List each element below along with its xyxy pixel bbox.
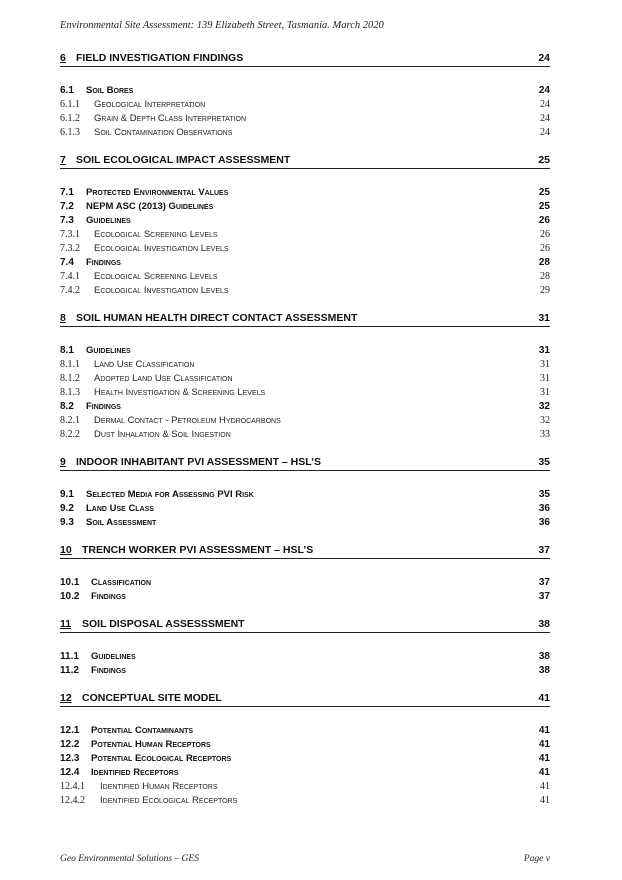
- toc-entry-number: 7.4.1: [60, 271, 80, 282]
- toc-entry-title: Guidelines: [91, 651, 136, 662]
- toc-entry-title: Findings: [86, 401, 121, 412]
- toc-entry[interactable]: [60, 242, 550, 256]
- toc-entry-title: SOIL DISPOSAL ASSESSSMENT: [82, 618, 245, 630]
- toc-entry[interactable]: [60, 84, 550, 98]
- toc-entry-page: 37: [538, 591, 550, 602]
- running-footer: [60, 854, 550, 864]
- toc-entry[interactable]: [60, 428, 550, 442]
- toc-section-heading[interactable]: [60, 690, 550, 707]
- toc-entry-title: TRENCH WORKER PVI ASSESSMENT – HSL’S: [82, 544, 314, 556]
- toc-entry[interactable]: [60, 270, 550, 284]
- toc-entry-number: 9: [60, 456, 66, 468]
- toc-entry-number: 7.2: [60, 201, 74, 212]
- toc-entry-page: 25: [538, 187, 550, 198]
- toc-entry-number: 7.3.1: [60, 229, 80, 240]
- toc-entry-page: 41: [538, 767, 550, 778]
- toc-entry[interactable]: [60, 502, 550, 516]
- toc-entry-title: Health Investigation & Screening Levels: [94, 387, 266, 398]
- toc-entry-number: 8.2: [60, 401, 74, 412]
- toc-entry-title: Land Use Class: [86, 503, 154, 514]
- toc-entry[interactable]: [60, 650, 550, 664]
- toc-entry-page: 35: [538, 489, 550, 500]
- toc-entry[interactable]: [60, 98, 550, 112]
- toc-entry-page: 41: [538, 739, 550, 750]
- toc-entry-page: 41: [538, 692, 550, 704]
- toc-entry[interactable]: [60, 780, 550, 794]
- toc-entry-title: Soil Bores: [86, 85, 134, 96]
- toc-entry[interactable]: [60, 400, 550, 414]
- toc-entry-number: 12.2: [60, 739, 80, 750]
- table-of-contents: [60, 50, 550, 808]
- toc-entry-number: 7.4: [60, 257, 74, 268]
- toc-entry-page: 41: [538, 753, 550, 764]
- toc-entry[interactable]: [60, 488, 550, 502]
- toc-entry-number: 7.1: [60, 187, 74, 198]
- toc-entry-title: Ecological Screening Levels: [94, 229, 218, 240]
- toc-entry[interactable]: [60, 358, 550, 372]
- toc-entry-number: 6: [60, 52, 66, 64]
- toc-entry[interactable]: [60, 414, 550, 428]
- toc-entry-title: Dermal Contact - Petroleum Hydrocarbons: [94, 415, 281, 426]
- toc-entry[interactable]: [60, 664, 550, 678]
- toc-entry[interactable]: [60, 386, 550, 400]
- toc-entry-page: 24: [538, 52, 550, 64]
- toc-entry[interactable]: [60, 284, 550, 298]
- toc-entry-number: 9.2: [60, 503, 74, 514]
- toc-entry-page: 37: [538, 544, 550, 556]
- toc-entry-number: 10.1: [60, 577, 80, 588]
- toc-entry-title: Guidelines: [86, 215, 131, 226]
- toc-section-heading[interactable]: [60, 50, 550, 67]
- toc-entry-number: 6.1.3: [60, 127, 80, 138]
- toc-entry-title: Geological Interpretation: [94, 99, 206, 110]
- toc-section-heading[interactable]: [60, 542, 550, 559]
- toc-entry-number: 12: [60, 692, 72, 704]
- toc-entry-number: 12.1: [60, 725, 80, 736]
- running-header: Environmental Site Assessment: 139 Elizabeth Street, Tasmania. March 2020: [60, 20, 384, 31]
- toc-entry-page: 33: [540, 429, 550, 440]
- toc-entry-title: Findings: [91, 665, 126, 676]
- toc-entry[interactable]: [60, 256, 550, 270]
- toc-entry[interactable]: [60, 766, 550, 780]
- toc-entry-page: 28: [538, 257, 550, 268]
- toc-entry[interactable]: [60, 214, 550, 228]
- toc-entry-number: 10.2: [60, 591, 80, 602]
- toc-entry-title: INDOOR INHABITANT PVI ASSESSMENT – HSL’S: [76, 456, 322, 468]
- toc-entry-title: SOIL HUMAN HEALTH DIRECT CONTACT ASSESSMENT: [76, 312, 358, 324]
- toc-entry-page: 24: [538, 85, 550, 96]
- toc-entry-title: Potential Contaminants: [91, 725, 194, 736]
- toc-entry-number: 6.1: [60, 85, 74, 96]
- footer-company: Geo Environmental Solutions – GES: [60, 854, 199, 864]
- toc-section-heading[interactable]: [60, 152, 550, 169]
- toc-section-heading[interactable]: [60, 454, 550, 471]
- toc-entry[interactable]: [60, 344, 550, 358]
- toc-entry-page: 29: [540, 285, 550, 296]
- toc-entry-page: 31: [540, 387, 550, 398]
- toc-entry-page: 24: [540, 99, 550, 110]
- toc-entry-number: 11.1: [60, 651, 79, 662]
- toc-entry-number: 12.3: [60, 753, 80, 764]
- toc-entry-page: 26: [540, 229, 550, 240]
- toc-entry-title: Findings: [91, 591, 126, 602]
- toc-entry-title: FIELD INVESTIGATION FINDINGS: [76, 52, 244, 64]
- toc-entry-title: NEPM ASC (2013) Guidelines: [86, 201, 214, 212]
- toc-entry-page: 32: [540, 415, 550, 426]
- toc-entry-page: 41: [540, 795, 550, 806]
- toc-entry-title: Classification: [91, 577, 152, 588]
- toc-entry-title: Identified Human Receptors: [100, 781, 218, 792]
- toc-entry-title: Guidelines: [86, 345, 131, 356]
- toc-entry[interactable]: [60, 126, 550, 140]
- toc-entry-page: 25: [538, 154, 550, 166]
- toc-entry-title: Dust Inhalation & Soil Ingestion: [94, 429, 231, 440]
- toc-entry-page: 31: [538, 312, 550, 324]
- toc-entry-page: 26: [540, 243, 550, 254]
- toc-entry-title: Selected Media for Assessing PVI Risk: [86, 489, 254, 500]
- toc-entry-number: 11: [60, 618, 72, 630]
- toc-entry-page: 24: [540, 113, 550, 124]
- toc-entry[interactable]: [60, 576, 550, 590]
- toc-entry[interactable]: [60, 752, 550, 766]
- toc-section-heading[interactable]: [60, 616, 550, 633]
- toc-entry-number: 8.1.3: [60, 387, 80, 398]
- toc-entry[interactable]: [60, 724, 550, 738]
- toc-entry-page: 38: [538, 651, 550, 662]
- toc-entry-number: 12.4: [60, 767, 80, 778]
- toc-entry-title: Soil Assessment: [86, 517, 157, 528]
- toc-entry-number: 8.1: [60, 345, 74, 356]
- toc-entry-number: 6.1.1: [60, 99, 80, 110]
- toc-entry-number: 10: [60, 544, 72, 556]
- toc-entry[interactable]: [60, 590, 550, 604]
- toc-entry-number: 7.4.2: [60, 285, 80, 296]
- toc-entry-title: Adopted Land Use Classification: [94, 373, 233, 384]
- toc-entry-title: Ecological Screening Levels: [94, 271, 218, 282]
- toc-entry-page: 35: [538, 456, 550, 468]
- toc-entry-title: Land Use Classification: [94, 359, 195, 370]
- toc-entry[interactable]: [60, 738, 550, 752]
- toc-entry[interactable]: [60, 200, 550, 214]
- toc-entry-title: Potential Human Receptors: [91, 739, 211, 750]
- toc-entry-title: Grain & Depth Class Interpretation: [94, 113, 247, 124]
- toc-entry-page: 37: [538, 577, 550, 588]
- toc-entry-title: Identified Ecological Receptors: [100, 795, 238, 806]
- toc-entry-number: 11.2: [60, 665, 79, 676]
- toc-entry-number: 9.1: [60, 489, 74, 500]
- toc-entry-number: 8: [60, 312, 66, 324]
- toc-entry-page: 24: [540, 127, 550, 138]
- toc-entry-title: Soil Contamination Observations: [94, 127, 233, 138]
- toc-entry-number: 8.1.1: [60, 359, 80, 370]
- toc-entry-page: 36: [538, 503, 550, 514]
- toc-entry-page: 41: [540, 781, 550, 792]
- toc-entry-number: 6.1.2: [60, 113, 80, 124]
- toc-entry-page: 25: [538, 201, 550, 212]
- toc-entry-title: Potential Ecological Receptors: [91, 753, 232, 764]
- toc-entry-page: 36: [538, 517, 550, 528]
- toc-entry[interactable]: [60, 794, 550, 808]
- toc-entry-page: 31: [538, 345, 550, 356]
- toc-entry-title: Findings: [86, 257, 121, 268]
- toc-entry[interactable]: [60, 228, 550, 242]
- toc-entry-title: CONCEPTUAL SITE MODEL: [82, 692, 222, 704]
- toc-entry-page: 38: [538, 665, 550, 676]
- toc-section-heading[interactable]: [60, 310, 550, 327]
- toc-entry-page: 38: [538, 618, 550, 630]
- toc-entry[interactable]: [60, 516, 550, 530]
- toc-entry-number: 7: [60, 154, 66, 166]
- toc-entry-number: 12.4.2: [60, 795, 85, 806]
- toc-entry-title: Protected Environmental Values: [86, 187, 229, 198]
- toc-entry[interactable]: [60, 372, 550, 386]
- toc-entry-title: Ecological Investigation Levels: [94, 243, 229, 254]
- toc-entry-page: 31: [540, 373, 550, 384]
- toc-entry-title: SOIL ECOLOGICAL IMPACT ASSESSMENT: [76, 154, 291, 166]
- toc-entry-title: Ecological Investigation Levels: [94, 285, 229, 296]
- toc-entry-page: 26: [538, 215, 550, 226]
- toc-entry-number: 12.4.1: [60, 781, 85, 792]
- toc-entry-number: 8.1.2: [60, 373, 80, 384]
- toc-entry-title: Identified Receptors: [91, 767, 179, 778]
- toc-entry-page: 31: [540, 359, 550, 370]
- toc-entry-number: 9.3: [60, 517, 74, 528]
- toc-entry-page: 28: [540, 271, 550, 282]
- toc-entry-page: 41: [538, 725, 550, 736]
- toc-entry-number: 8.2.1: [60, 415, 80, 426]
- toc-entry-page: 32: [538, 401, 550, 412]
- toc-entry[interactable]: [60, 112, 550, 126]
- toc-entry[interactable]: [60, 186, 550, 200]
- toc-entry-number: 8.2.2: [60, 429, 80, 440]
- toc-entry-number: 7.3: [60, 215, 74, 226]
- toc-entry-number: 7.3.2: [60, 243, 80, 254]
- footer-page-number: Page v: [523, 854, 550, 864]
